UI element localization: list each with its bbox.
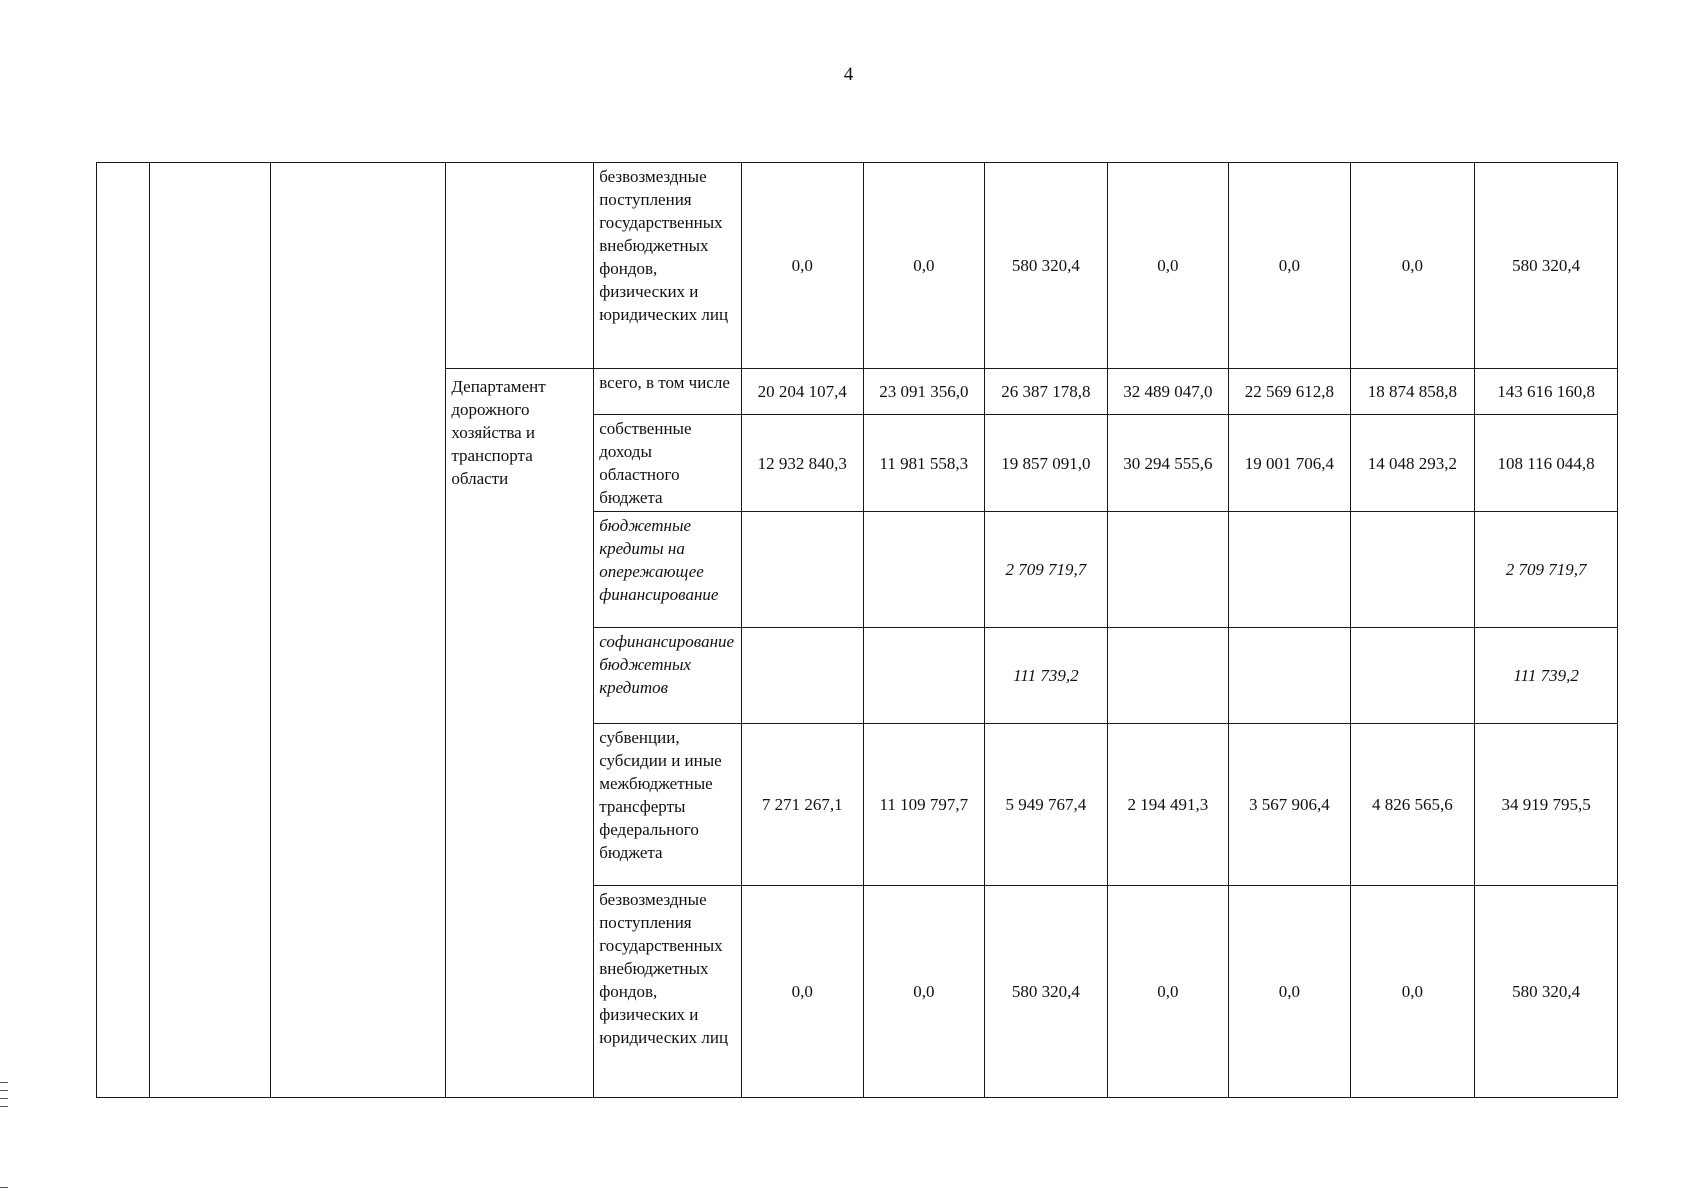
value-cell [863,628,985,724]
value-cell [863,512,985,628]
value-cell: 0,0 [1229,163,1351,369]
value-cell: 0,0 [1229,886,1351,1098]
scan-mark [0,1098,8,1099]
value-cell: 18 874 858,8 [1350,369,1475,415]
value-cell: 0,0 [1107,886,1229,1098]
total-cell: 111 739,2 [1475,628,1618,724]
value-cell: 11 981 558,3 [863,415,985,512]
value-cell: 20 204 107,4 [742,369,864,415]
value-cell: 30 294 555,6 [1107,415,1229,512]
total-cell: 143 616 160,8 [1475,369,1618,415]
value-cell [1350,512,1475,628]
empty-department-cell [446,163,594,369]
empty-column-2 [149,163,271,1098]
value-cell: 111 739,2 [985,628,1108,724]
scan-mark [0,1187,8,1188]
page-number: 4 [843,64,854,85]
total-cell: 108 116 044,8 [1475,415,1618,512]
value-cell: 19 001 706,4 [1229,415,1351,512]
value-cell: 2 709 719,7 [985,512,1108,628]
value-cell: 0,0 [863,163,985,369]
value-cell: 26 387 178,8 [985,369,1108,415]
row-label: безвозмездные поступления государственных внебюджетных фондов, физических и юридических лиц [594,163,742,369]
value-cell: 0,0 [742,886,864,1098]
scan-mark [0,1090,8,1091]
value-cell [742,512,864,628]
value-cell: 0,0 [1350,886,1475,1098]
value-cell: 7 271 267,1 [742,724,864,886]
department-name: Департамент дорожного хозяйства и транспорта области [446,369,594,1098]
total-cell: 580 320,4 [1475,886,1618,1098]
table-row [97,163,1618,369]
value-cell: 14 048 293,2 [1350,415,1475,512]
empty-column-1 [97,163,150,1098]
value-cell [742,628,864,724]
value-cell [1229,628,1351,724]
row-label: безвозмездные поступления государственных внебюджетных фондов, физических и юридических лиц [594,886,742,1098]
empty-column-3 [271,163,446,1098]
value-cell: 2 194 491,3 [1107,724,1229,886]
budget-table [96,162,1618,1098]
value-cell: 22 569 612,8 [1229,369,1351,415]
value-cell: 12 932 840,3 [742,415,864,512]
total-cell: 2 709 719,7 [1475,512,1618,628]
total-cell: 580 320,4 [1475,163,1618,369]
scan-mark [0,1106,8,1107]
value-cell: 0,0 [863,886,985,1098]
value-cell: 0,0 [1107,163,1229,369]
value-cell: 23 091 356,0 [863,369,985,415]
value-cell: 4 826 565,6 [1350,724,1475,886]
value-cell: 580 320,4 [985,163,1108,369]
value-cell: 11 109 797,7 [863,724,985,886]
value-cell: 0,0 [1350,163,1475,369]
row-label: софинансирование бюджетных кредитов [594,628,742,724]
value-cell: 580 320,4 [985,886,1108,1098]
value-cell: 0,0 [742,163,864,369]
value-cell [1107,512,1229,628]
row-label: субвенции, субсидии и иные межбюджетные трансферты федерального бюджета [594,724,742,886]
value-cell [1350,628,1475,724]
value-cell: 5 949 767,4 [985,724,1108,886]
row-label: всего, в том числе [594,369,742,415]
scan-mark [0,1082,8,1083]
value-cell [1229,512,1351,628]
value-cell: 3 567 906,4 [1229,724,1351,886]
value-cell [1107,628,1229,724]
value-cell: 19 857 091,0 [985,415,1108,512]
row-label: бюджетные кредиты на опережающее финансирование [594,512,742,628]
value-cell: 32 489 047,0 [1107,369,1229,415]
row-label: собственные доходы областного бюджета [594,415,742,512]
total-cell: 34 919 795,5 [1475,724,1618,886]
